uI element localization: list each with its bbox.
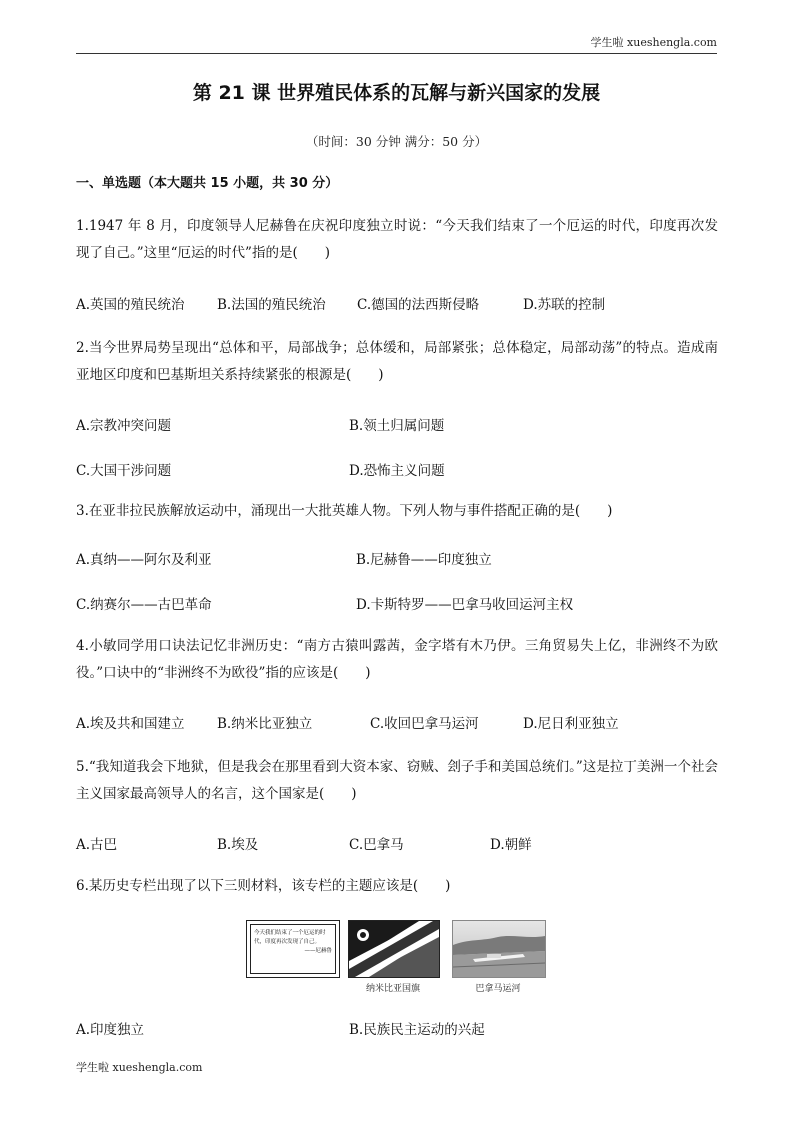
flag-caption: 纳米比亚国旗 [365, 984, 420, 994]
option-2b[interactable]: B.领土归属问题 [349, 418, 445, 434]
option-5a[interactable]: A.古巴 [76, 837, 118, 853]
option-3d[interactable]: D.卡斯特罗——巴拿马收回运河主权 [356, 597, 574, 613]
header-divider [76, 53, 717, 54]
option-6a[interactable]: A.印度独立 [76, 1022, 145, 1038]
question-stem-5: 5.“我知道我会下地狱，但是我会在那里看到大资本家、窃贼、刽子手和美国总统们。”这是拉丁美洲一个社会主义国家最高领导人的名言，这个国家是( ) [76, 759, 718, 802]
option-1c[interactable]: C.德国的法西斯侵略 [357, 297, 480, 313]
option-5c[interactable]: C.巴拿马 [349, 837, 404, 853]
question-stem-6: 6.某历史专栏出现了以下三则材料，该专栏的主题应该是( ) [76, 878, 451, 894]
option-3a[interactable]: A.真纳——阿尔及利亚 [76, 552, 212, 568]
section-heading: 一、单选题（本大题共 15 小题，共 30 分） [76, 176, 339, 191]
option-2d[interactable]: D.恐怖主义问题 [349, 463, 445, 479]
namibia-flag-icon [349, 921, 439, 977]
option-5d[interactable]: D.朝鲜 [490, 837, 532, 853]
option-2c[interactable]: C.大国干涉问题 [76, 463, 172, 479]
option-3c[interactable]: C.纳赛尔——古巴革命 [76, 597, 212, 613]
question-stem-3: 3.在亚非拉民族解放运动中，涌现出一大批英雄人物。下列人物与事件搭配正确的是( ) [76, 503, 613, 519]
option-6b[interactable]: B.民族民主运动的兴起 [349, 1022, 485, 1038]
option-4d[interactable]: D.尼日利亚独立 [523, 716, 619, 732]
option-1b[interactable]: B.法国的殖民统治 [217, 297, 326, 313]
option-4b[interactable]: B.纳米比亚独立 [217, 716, 313, 732]
footer-site: 学生啦 xueshengla.com [76, 1061, 203, 1074]
option-4c[interactable]: C.收回巴拿马运河 [370, 716, 479, 732]
option-2a[interactable]: A.宗教冲突问题 [76, 418, 172, 434]
question-stem-1: 1.1947 年 8 月，印度领导人尼赫鲁在庆祝印度独立时说：“今天我们结束了一个厄运的时代，印度再次发现了自己。”这里“厄运的时代”指的是( ) [76, 218, 718, 261]
quote-line-2: 代，印度再次发现了自己。 [254, 939, 321, 945]
option-3b[interactable]: B.尼赫鲁——印度独立 [356, 552, 492, 568]
namibia-flag-image [348, 920, 440, 978]
canal-photo-icon [453, 921, 545, 977]
page-title: 第 21 课 世界殖民体系的瓦解与新兴国家的发展 [192, 82, 601, 104]
panama-canal-image [452, 920, 546, 978]
page-subtitle: （时间：30 分钟 满分：50 分） [305, 134, 488, 149]
option-4a[interactable]: A.埃及共和国建立 [76, 716, 185, 732]
quote-line-1: 今天我们结束了一个厄运的时 [254, 930, 326, 936]
nehru-quote-image [246, 920, 340, 978]
header-site: 学生啦 xueshengla.com [590, 36, 717, 49]
question-stem-2: 2.当今世界局势呈现出“总体和平，局部战争；总体缓和，局部紧张；总体稳定，局部动荡”的特点。造成南亚地区印度和巴基斯坦关系持续紧张的根源是( ) [76, 340, 718, 383]
quote-line-3: ——尼赫鲁 [304, 948, 332, 954]
option-1a[interactable]: A.英国的殖民统治 [76, 297, 185, 313]
canal-caption: 巴拿马运河 [475, 984, 521, 994]
option-5b[interactable]: B.埃及 [217, 837, 259, 853]
option-1d[interactable]: D.苏联的控制 [523, 297, 606, 313]
question-stem-4: 4.小敏同学用口诀法记忆非洲历史：“南方古猿叫露茜，金字塔有木乃伊。三角贸易失上亿，非洲终不为欧役。”口诀中的“非洲终不为欧役”指的应该是( ) [76, 638, 718, 681]
